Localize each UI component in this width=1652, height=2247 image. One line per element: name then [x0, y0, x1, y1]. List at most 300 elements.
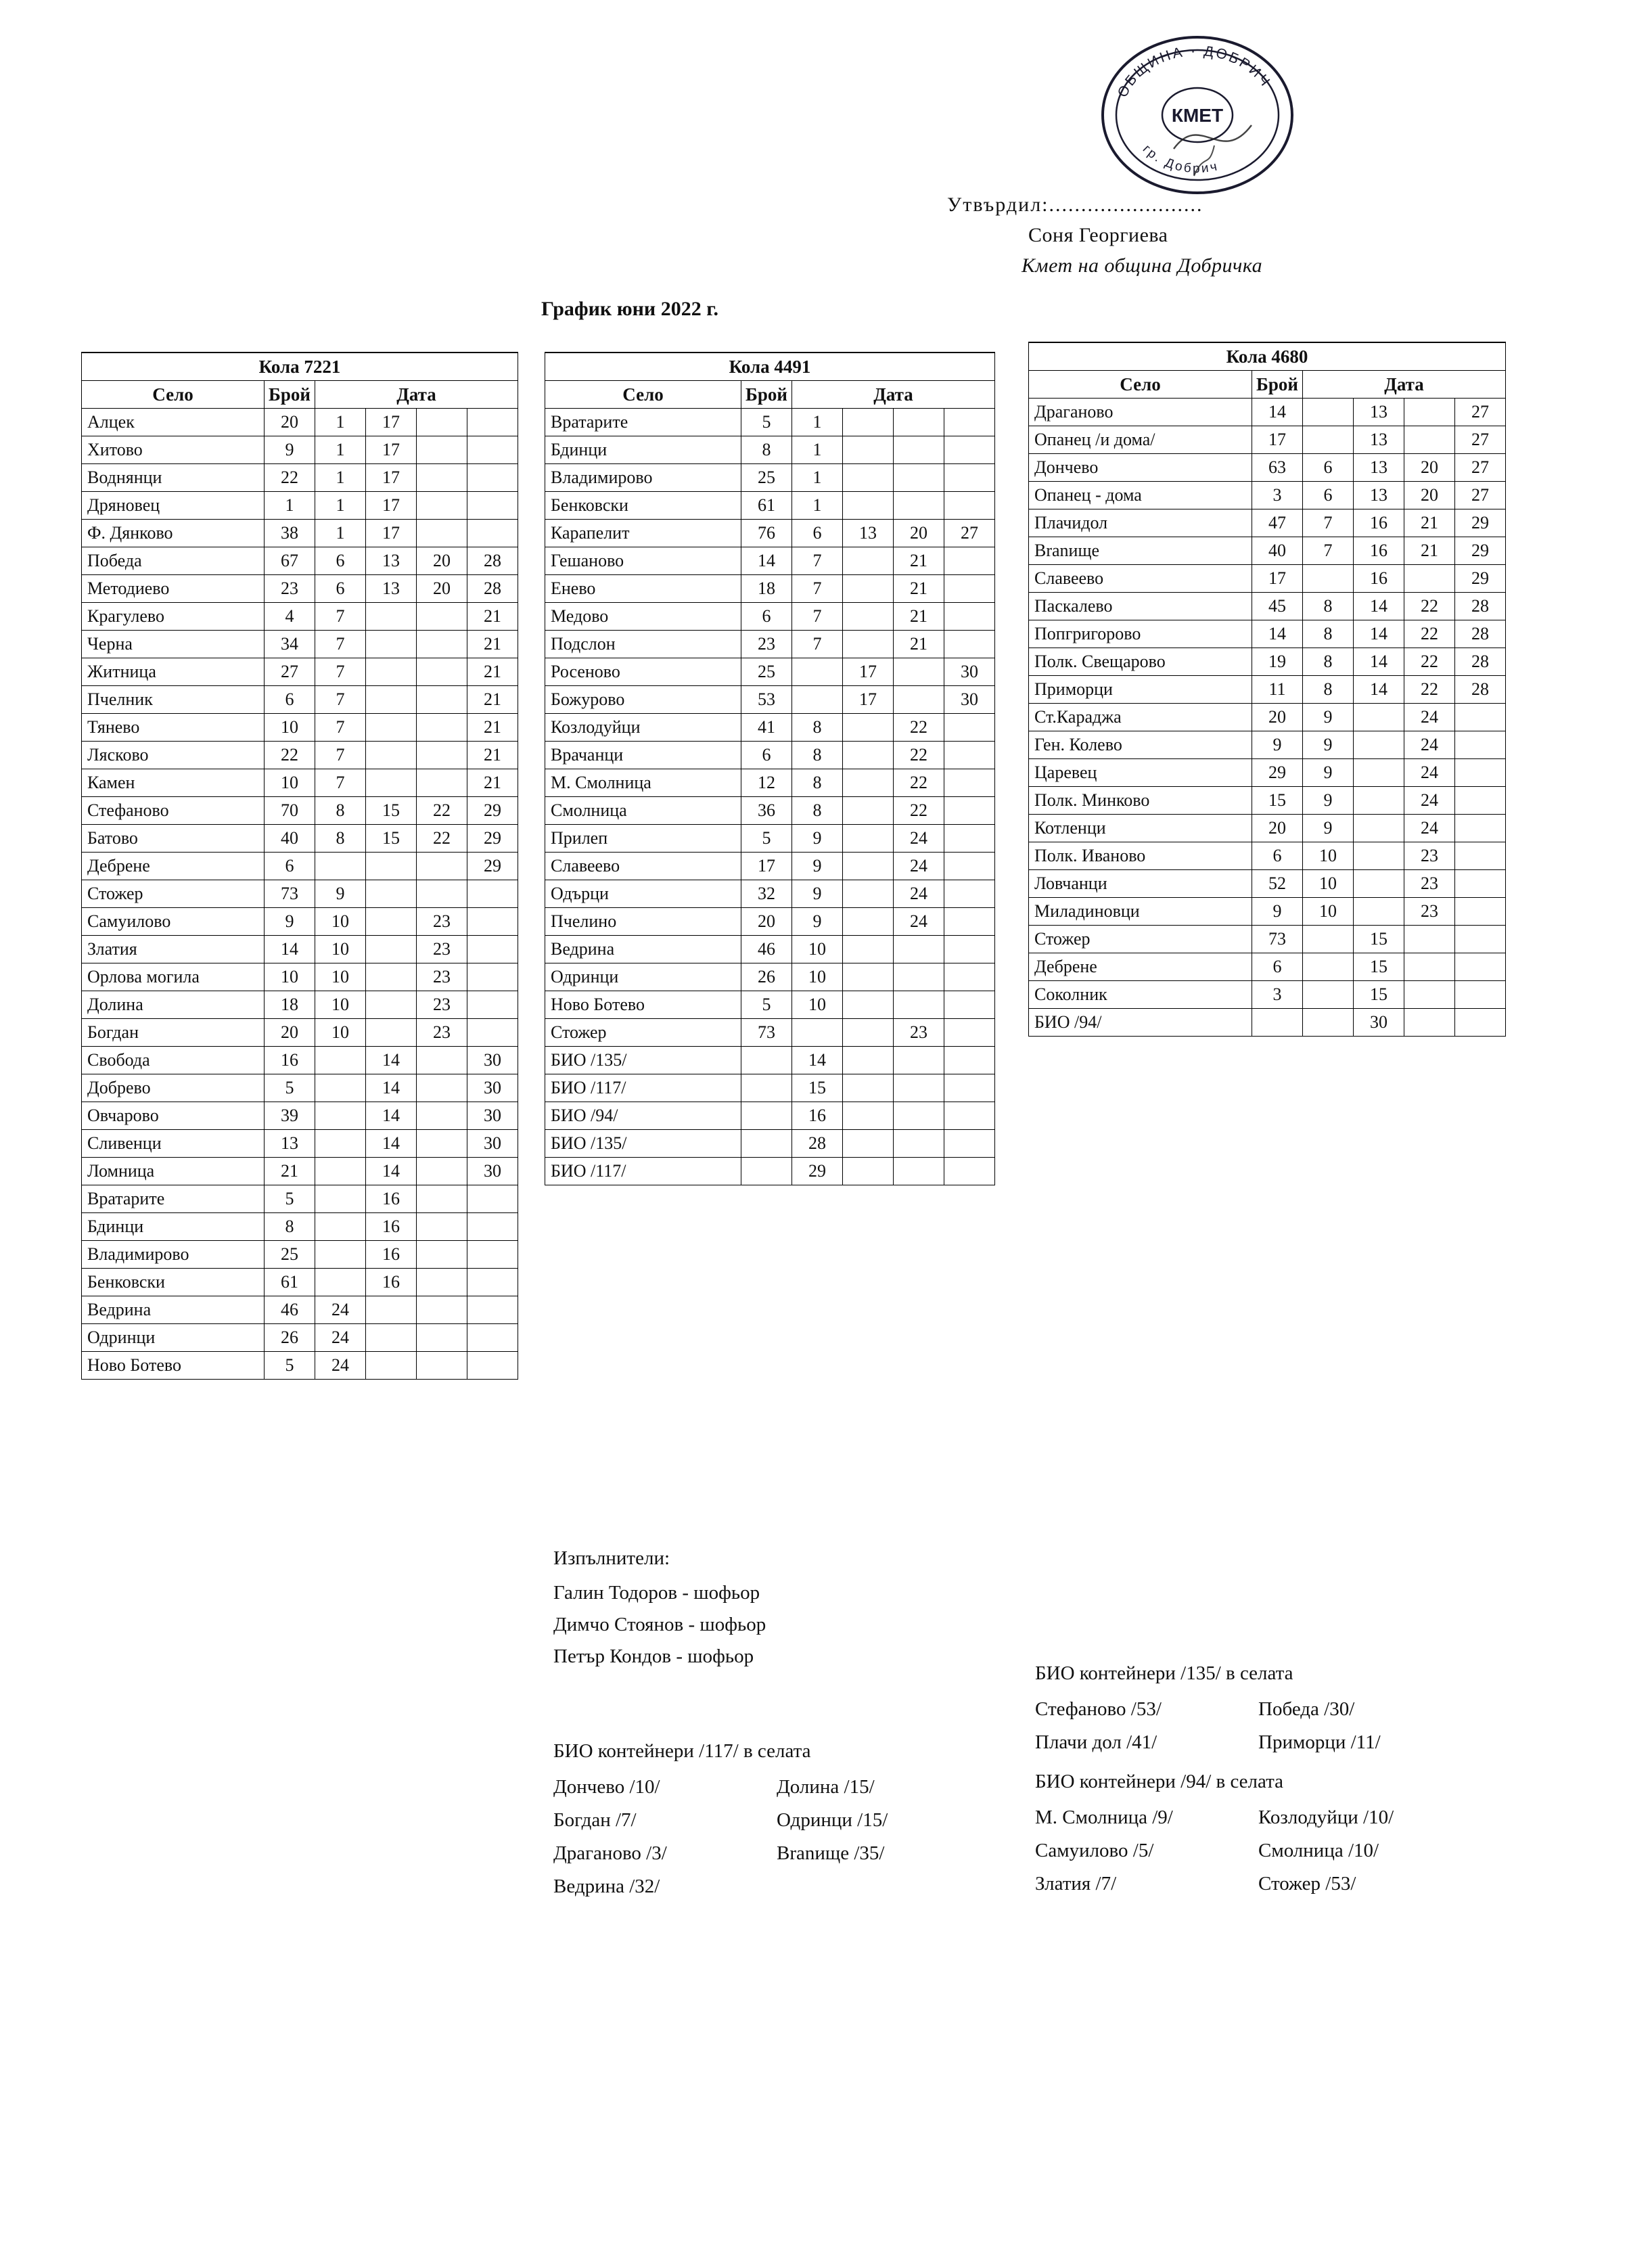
collection-date — [366, 1019, 417, 1047]
table-row — [82, 409, 518, 436]
village-name: Пчелник — [82, 686, 265, 714]
village-count — [1252, 1009, 1303, 1037]
collection-date: 21 — [1404, 537, 1455, 565]
collection-date — [366, 742, 417, 769]
village-count: 23 — [741, 631, 792, 658]
column-header-date: Дата — [315, 381, 518, 409]
collection-date: 24 — [1404, 787, 1455, 815]
collection-date — [944, 1019, 995, 1047]
collection-date — [417, 409, 467, 436]
collection-date: 20 — [1404, 482, 1455, 509]
table-row — [82, 1296, 518, 1324]
collection-date: 13 — [843, 520, 894, 547]
collection-date — [944, 1130, 995, 1158]
collection-date: 22 — [1404, 676, 1455, 704]
collection-date: 15 — [366, 825, 417, 853]
table-row — [545, 575, 995, 603]
collection-date — [894, 1102, 944, 1130]
collection-date — [417, 1213, 467, 1241]
column-header-count: Брой — [265, 381, 315, 409]
table-row — [1029, 454, 1506, 482]
collection-date: 21 — [467, 686, 518, 714]
table-row — [1029, 898, 1506, 926]
table-row — [1029, 565, 1506, 593]
village-name: Полк. Минково — [1029, 787, 1252, 815]
village-name: Бенковски — [545, 492, 741, 520]
collection-date: 8 — [1303, 676, 1354, 704]
table-row — [82, 936, 518, 963]
village-name: Стожер — [545, 1019, 741, 1047]
collection-date: 10 — [1303, 842, 1354, 870]
table-row — [1029, 787, 1506, 815]
collection-date: 29 — [467, 825, 518, 853]
collection-date — [1303, 981, 1354, 1009]
collection-date — [467, 991, 518, 1019]
collection-date — [417, 853, 467, 880]
collection-date — [467, 492, 518, 520]
village-count: 61 — [265, 1269, 315, 1296]
village-name: Свобода — [82, 1047, 265, 1074]
collection-date: 16 — [366, 1269, 417, 1296]
collection-date — [1303, 926, 1354, 953]
collection-date — [315, 1047, 366, 1074]
table-row — [545, 547, 995, 575]
village-count: 29 — [1252, 759, 1303, 787]
collection-date: 24 — [315, 1352, 366, 1380]
collection-date: 24 — [1404, 759, 1455, 787]
table-row — [545, 686, 995, 714]
table-row — [1029, 676, 1506, 704]
schedule-table-4680 — [1028, 342, 1506, 1037]
collection-date: 14 — [366, 1130, 417, 1158]
village-count: 20 — [265, 409, 315, 436]
village-count: 3 — [1252, 482, 1303, 509]
collection-date: 8 — [792, 714, 843, 742]
collection-date — [944, 825, 995, 853]
village-count: 45 — [1252, 593, 1303, 620]
collection-date — [315, 1241, 366, 1269]
village-name: БИО /135/ — [545, 1047, 741, 1074]
collection-date — [1303, 953, 1354, 981]
collection-date: 21 — [467, 742, 518, 769]
collection-date: 14 — [1354, 648, 1404, 676]
collection-date: 22 — [894, 797, 944, 825]
collection-date — [843, 742, 894, 769]
collection-date — [417, 1102, 467, 1130]
bio-117-item: Драганово /3/ — [553, 1842, 667, 1864]
collection-date — [315, 853, 366, 880]
column-header-date: Дата — [1303, 371, 1506, 399]
village-name: Ново Ботево — [82, 1352, 265, 1380]
table-row — [1029, 648, 1506, 676]
collection-date — [843, 603, 894, 631]
collection-date: 14 — [1354, 676, 1404, 704]
collection-date: 8 — [1303, 593, 1354, 620]
village-name: Самуилово — [82, 908, 265, 936]
collection-date: 17 — [366, 409, 417, 436]
collection-date: 24 — [894, 853, 944, 880]
table-row — [82, 1047, 518, 1074]
collection-date — [366, 1352, 417, 1380]
collection-date — [894, 492, 944, 520]
column-header-date: Дата — [792, 381, 995, 409]
table-row — [82, 1185, 518, 1213]
collection-date — [366, 658, 417, 686]
collection-date — [1354, 787, 1404, 815]
table-row — [1029, 759, 1506, 787]
village-count: 67 — [265, 547, 315, 575]
table-row — [1029, 426, 1506, 454]
collection-date: 1 — [792, 464, 843, 492]
column-header-village: Село — [545, 381, 741, 409]
collection-date — [843, 464, 894, 492]
table-row — [1029, 704, 1506, 731]
bio-94-item: Козлодуйци /10/ — [1258, 1806, 1394, 1828]
table-row — [545, 1130, 995, 1158]
executor-item: Петър Кондов - шофьор — [553, 1645, 754, 1667]
collection-date: 14 — [366, 1047, 417, 1074]
village-name: Дряновец — [82, 492, 265, 520]
collection-date — [467, 963, 518, 991]
village-name: Божурово — [545, 686, 741, 714]
village-name: Житница — [82, 658, 265, 686]
village-count: 16 — [265, 1047, 315, 1074]
village-name: Методиево — [82, 575, 265, 603]
village-name: Врачанци — [545, 742, 741, 769]
collection-date — [843, 575, 894, 603]
village-count: 10 — [265, 769, 315, 797]
collection-date — [1404, 565, 1455, 593]
collection-date: 14 — [366, 1102, 417, 1130]
collection-date: 15 — [1354, 926, 1404, 953]
collection-date: 7 — [792, 603, 843, 631]
village-count: 18 — [265, 991, 315, 1019]
collection-date — [417, 1269, 467, 1296]
table-row — [1029, 842, 1506, 870]
collection-date — [467, 1296, 518, 1324]
schedule-table — [545, 352, 995, 1185]
table-row — [1029, 593, 1506, 620]
collection-date: 24 — [894, 825, 944, 853]
collection-date — [366, 1324, 417, 1352]
collection-date — [1455, 759, 1506, 787]
table-row — [82, 825, 518, 853]
table-row — [545, 825, 995, 853]
village-count: 14 — [741, 547, 792, 575]
table-row — [1029, 870, 1506, 898]
collection-date — [843, 1074, 894, 1102]
collection-date: 15 — [366, 797, 417, 825]
table-row — [82, 742, 518, 769]
collection-date — [1303, 565, 1354, 593]
collection-date: 10 — [792, 991, 843, 1019]
table-row — [545, 464, 995, 492]
village-count: 70 — [265, 797, 315, 825]
collection-date — [417, 520, 467, 547]
collection-date — [894, 686, 944, 714]
collection-date — [1404, 953, 1455, 981]
village-count — [741, 1047, 792, 1074]
village-name: Гешаново — [545, 547, 741, 575]
bio-94-item: М. Смолница /9/ — [1035, 1806, 1173, 1828]
collection-date: 8 — [792, 769, 843, 797]
village-name: Ф. Дянково — [82, 520, 265, 547]
collection-date: 28 — [1455, 648, 1506, 676]
collection-date: 28 — [467, 575, 518, 603]
village-count: 32 — [741, 880, 792, 908]
table-row — [1029, 620, 1506, 648]
table-row — [82, 1102, 518, 1130]
village-count: 5 — [265, 1074, 315, 1102]
bio-135-title: БИО контейнери /135/ в селата — [1035, 1662, 1293, 1684]
collection-date — [366, 769, 417, 797]
village-count: 5 — [741, 825, 792, 853]
collection-date — [467, 436, 518, 464]
village-count: 10 — [265, 714, 315, 742]
village-name: Алцек — [82, 409, 265, 436]
village-name: Опанец /и дома/ — [1029, 426, 1252, 454]
collection-date: 1 — [315, 436, 366, 464]
collection-date: 6 — [315, 575, 366, 603]
village-count: 14 — [1252, 399, 1303, 426]
bio-117-item: Богдан /7/ — [553, 1809, 637, 1831]
collection-date: 8 — [792, 797, 843, 825]
collection-date: 14 — [366, 1074, 417, 1102]
table-row — [82, 520, 518, 547]
collection-date: 8 — [792, 742, 843, 769]
village-name: Славеево — [1029, 565, 1252, 593]
collection-date: 13 — [1354, 399, 1404, 426]
village-name: Пчелино — [545, 908, 741, 936]
collection-date — [1455, 787, 1506, 815]
village-count: 10 — [265, 963, 315, 991]
collection-date: 16 — [792, 1102, 843, 1130]
village-name: Ломница — [82, 1158, 265, 1185]
village-count: 6 — [1252, 842, 1303, 870]
collection-date — [843, 1130, 894, 1158]
village-count: 15 — [1252, 787, 1303, 815]
village-count — [741, 1158, 792, 1185]
collection-date — [1303, 1009, 1354, 1037]
village-name: Смолница — [545, 797, 741, 825]
table-row — [82, 1074, 518, 1102]
village-name: Branище — [1029, 537, 1252, 565]
table-row — [82, 1158, 518, 1185]
table-row — [545, 963, 995, 991]
collection-date: 16 — [1354, 537, 1404, 565]
collection-date — [944, 853, 995, 880]
collection-date: 17 — [843, 658, 894, 686]
collection-date — [843, 631, 894, 658]
collection-date: 8 — [1303, 620, 1354, 648]
collection-date: 23 — [894, 1019, 944, 1047]
collection-date: 24 — [894, 908, 944, 936]
approval-block — [947, 189, 1421, 281]
table-row — [545, 1102, 995, 1130]
collection-date: 17 — [366, 520, 417, 547]
collection-date — [417, 769, 467, 797]
collection-date — [1354, 731, 1404, 759]
table-row — [545, 436, 995, 464]
village-count: 25 — [741, 464, 792, 492]
collection-date: 21 — [894, 575, 944, 603]
collection-date — [467, 409, 518, 436]
collection-date — [417, 1324, 467, 1352]
collection-date: 29 — [792, 1158, 843, 1185]
collection-date: 1 — [315, 409, 366, 436]
village-name: Бдинци — [545, 436, 741, 464]
collection-date: 29 — [1455, 565, 1506, 593]
village-name: Одринци — [82, 1324, 265, 1352]
car-label: Кола 4680 — [1029, 342, 1506, 371]
village-count: 73 — [741, 1019, 792, 1047]
collection-date: 10 — [1303, 870, 1354, 898]
collection-date: 22 — [1404, 648, 1455, 676]
village-count: 14 — [265, 936, 315, 963]
collection-date: 1 — [315, 464, 366, 492]
collection-date — [1354, 759, 1404, 787]
table-row — [82, 658, 518, 686]
collection-date — [1455, 898, 1506, 926]
approver-role: Кмет на община Добричка — [1022, 254, 1263, 277]
collection-date — [792, 686, 843, 714]
village-count: 17 — [741, 853, 792, 880]
collection-date — [1455, 953, 1506, 981]
collection-date: 9 — [1303, 759, 1354, 787]
collection-date: 7 — [315, 769, 366, 797]
executors-block — [553, 1543, 766, 1673]
collection-date: 24 — [315, 1324, 366, 1352]
village-name: Лясково — [82, 742, 265, 769]
collection-date: 20 — [417, 575, 467, 603]
table-row — [82, 686, 518, 714]
table-row — [82, 1213, 518, 1241]
village-count: 20 — [741, 908, 792, 936]
collection-date — [1455, 842, 1506, 870]
village-count: 6 — [1252, 953, 1303, 981]
village-name: Вратарите — [545, 409, 741, 436]
table-row — [1029, 981, 1506, 1009]
village-name: Ведрина — [545, 936, 741, 963]
collection-date: 6 — [1303, 454, 1354, 482]
table-row — [82, 963, 518, 991]
collection-date — [944, 547, 995, 575]
village-name: БИО /94/ — [545, 1102, 741, 1130]
collection-date: 1 — [792, 409, 843, 436]
village-name: Дончево — [1029, 454, 1252, 482]
collection-date: 9 — [792, 853, 843, 880]
collection-date: 23 — [417, 963, 467, 991]
bio-117-item — [777, 1871, 993, 1903]
table-row — [82, 714, 518, 742]
village-count: 27 — [265, 658, 315, 686]
collection-date — [467, 936, 518, 963]
collection-date: 10 — [315, 963, 366, 991]
collection-date — [843, 1047, 894, 1074]
village-count: 4 — [265, 603, 315, 631]
village-count: 11 — [1252, 676, 1303, 704]
bio-94-item: Стожер /53/ — [1258, 1872, 1356, 1894]
village-name: Воднянци — [82, 464, 265, 492]
collection-date — [894, 963, 944, 991]
collection-date — [1354, 898, 1404, 926]
village-count: 36 — [741, 797, 792, 825]
collection-date — [467, 520, 518, 547]
village-count: 46 — [741, 936, 792, 963]
village-name: Батово — [82, 825, 265, 853]
bio-94-block — [1035, 1766, 1475, 1900]
collection-date — [417, 658, 467, 686]
collection-date — [417, 1047, 467, 1074]
collection-date — [315, 1102, 366, 1130]
collection-date — [315, 1269, 366, 1296]
village-name: БИО /94/ — [1029, 1009, 1252, 1037]
village-name: БИО /135/ — [545, 1130, 741, 1158]
collection-date: 30 — [467, 1130, 518, 1158]
collection-date — [894, 936, 944, 963]
collection-date — [792, 1019, 843, 1047]
village-name: Камен — [82, 769, 265, 797]
collection-date: 28 — [467, 547, 518, 575]
collection-date: 24 — [315, 1296, 366, 1324]
village-count: 53 — [741, 686, 792, 714]
column-header-count: Брой — [741, 381, 792, 409]
collection-date — [1303, 399, 1354, 426]
collection-date — [843, 769, 894, 797]
village-count: 61 — [741, 492, 792, 520]
collection-date: 21 — [467, 603, 518, 631]
table-row — [82, 1241, 518, 1269]
collection-date: 28 — [1455, 593, 1506, 620]
collection-date — [944, 631, 995, 658]
collection-date: 14 — [1354, 620, 1404, 648]
collection-date — [1404, 399, 1455, 426]
table-row — [545, 769, 995, 797]
collection-date — [1303, 426, 1354, 454]
village-count: 76 — [741, 520, 792, 547]
village-count: 5 — [741, 409, 792, 436]
collection-date: 13 — [1354, 482, 1404, 509]
collection-date: 23 — [1404, 842, 1455, 870]
collection-date — [417, 1352, 467, 1380]
collection-date — [944, 1074, 995, 1102]
collection-date — [1404, 426, 1455, 454]
collection-date: 7 — [315, 714, 366, 742]
village-name: Владимирово — [82, 1241, 265, 1269]
village-name: БИО /117/ — [545, 1074, 741, 1102]
collection-date: 6 — [315, 547, 366, 575]
village-count: 9 — [265, 908, 315, 936]
village-name: Хитово — [82, 436, 265, 464]
village-name: Долина — [82, 991, 265, 1019]
village-name: Козлодуйци — [545, 714, 741, 742]
collection-date — [843, 797, 894, 825]
collection-date: 1 — [792, 492, 843, 520]
collection-date: 20 — [1404, 454, 1455, 482]
collection-date: 24 — [1404, 704, 1455, 731]
village-count: 3 — [1252, 981, 1303, 1009]
collection-date: 16 — [1354, 509, 1404, 537]
village-name: М. Смолница — [545, 769, 741, 797]
collection-date: 23 — [417, 908, 467, 936]
bio-94-title: БИО контейнери /94/ в селата — [1035, 1771, 1284, 1792]
collection-date: 21 — [894, 547, 944, 575]
collection-date — [1455, 1009, 1506, 1037]
collection-date: 21 — [894, 631, 944, 658]
collection-date — [366, 603, 417, 631]
collection-date — [843, 1158, 894, 1185]
table-row — [545, 936, 995, 963]
